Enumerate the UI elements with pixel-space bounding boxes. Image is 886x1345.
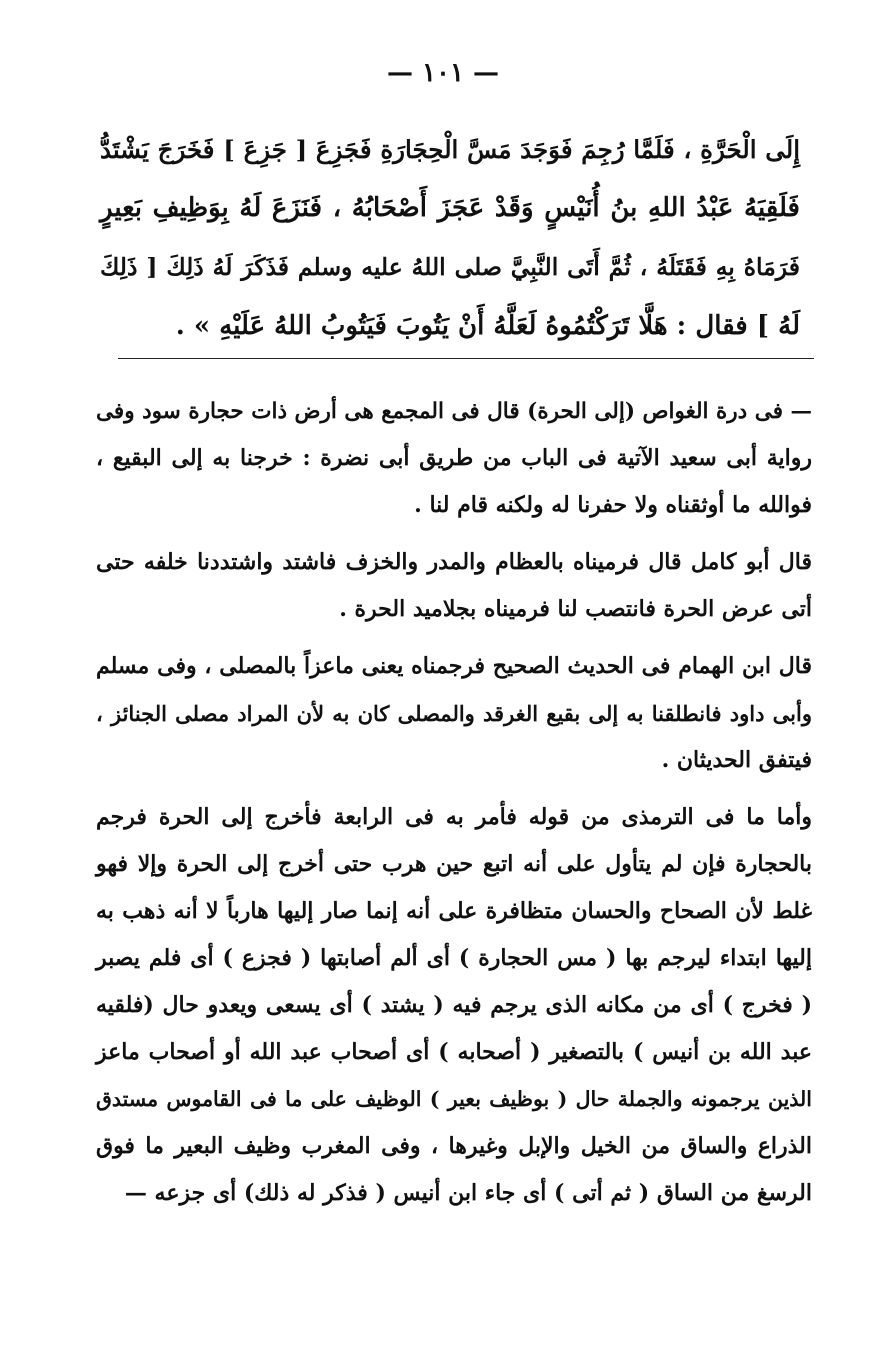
commentary-line: إليها ابتداء ليرجم بها ( مس الحجارة ) أى ألم أصابتها ( فجزع ) أى فلم يصبر — [96, 945, 812, 971]
hadith-text — [100, 120, 800, 356]
commentary-line: عبد الله بن أنيس ) بالتصغير ( أصحابه ) أى أصحاب عبد الله أو أصحاب ماعز — [96, 1039, 812, 1065]
commentary-line: بالحجارة فإن لم يتأول على أنه اتبع حين هرب حتى أخرج إلى الحرة وإلا فهو — [96, 851, 812, 877]
page-number: — ١٠١ — — [386, 58, 500, 88]
commentary — [96, 388, 812, 1217]
commentary-line: ( فخرج ) أى من مكانه الذى يرجم فيه ( يشتد ) أى يسعى ويعدو حال (فلقيه — [96, 992, 812, 1018]
commentary-line: غلط لأن الصحاح والحسان متظافرة على أنه إنما صار إليها هارباً لا أنه ذهب به — [96, 898, 812, 924]
commentary-paragraph — [96, 388, 812, 529]
commentary-line: الرسغ من الساق ( ثم أتى ) أى جاء ابن أنيس ( فذكر له ذلك) أى جزعه — — [124, 1180, 812, 1206]
commentary-paragraph — [96, 643, 812, 784]
commentary-line: — فى درة الغواص (إلى الحرة) قال فى المجمع هى أرض ذات حجارة سود وفى — [96, 399, 812, 424]
commentary-line: الذراع والساق من الخيل والإبل وغيرها ، وفى المغرب وظيف البعير ما فوق — [96, 1133, 812, 1159]
commentary-paragraph — [96, 539, 812, 633]
commentary-line: قال أبو كامل قال فرميناه بالعظام والمدر والخزف فاشتد واشتددنا خلفه حتى — [96, 549, 812, 575]
commentary-line: قال ابن الهمام فى الحديث الصحيح فرجمناه يعنى ماعزاً بالمصلى ، وفى مسلم — [96, 653, 812, 679]
commentary-line: رواية أبى سعيد الآتية فى الباب من طريق أبى نضرة : خرجنا به إلى البقيع ، — [96, 445, 812, 471]
commentary-line: فيتفق الحديثان . — [661, 747, 812, 773]
hadith-line: فَرَمَاهُ بِهِ فَقَتَلَهُ ، ثُمَّ أَتَى النَّبِيَّ صلى اللهُ عليه وسلم فَذَكَرَ لَهُ ذَلِكَ [ ذَلِكَ — [100, 253, 800, 281]
commentary-line: الذين يرجمونه والجملة حال ( بوظيف بعير ) الوظيف على ما فى القاموس مستدق — [96, 1087, 812, 1111]
hadith-line: لَهُ ] فقال : هَلَّا تَرَكْتُمُوهُ لَعَلَّهُ أَنْ يَتُوبَ فَيَتُوبُ اللهُ عَلَيْهِ » . — [175, 311, 800, 341]
commentary-paragraph — [96, 794, 812, 1217]
commentary-line: أتى عرض الحرة فانتصب لنا فرميناه بجلاميد الحرة . — [339, 596, 812, 622]
hadith-line: فَلَقِيَهُ عَبْدُ اللهِ بنُ أُنَيْسٍ وَقَدْ عَجَزَ أَصْحَابُهُ ، فَنَزَعَ لَهُ بِوَظِيفِ بَعِيرٍ — [100, 193, 800, 223]
commentary-line: وأما ما فى الترمذى من قوله فأمر به فى الرابعة فأخرج إلى الحرة فرجم — [96, 804, 812, 830]
commentary-line: وأبى داود فانطلقنا به إلى بقيع الغرقد والمصلى كان به لأن المراد مصلى الجنائز ، — [96, 701, 812, 726]
hadith-line: إِلَى الْحَرَّةِ ، فَلَمَّا رُجِمَ فَوَجَدَ مَسَّ الْحِجَارَةِ فَجَزِعَ [ جَزِعَ ] فَخَرَجَ يَشْتَدُّ — [100, 135, 800, 164]
commentary-line: فوالله ما أوثقناه ولا حفرنا له ولكنه قام لنا . — [414, 492, 812, 518]
separator-rule — [118, 358, 814, 359]
